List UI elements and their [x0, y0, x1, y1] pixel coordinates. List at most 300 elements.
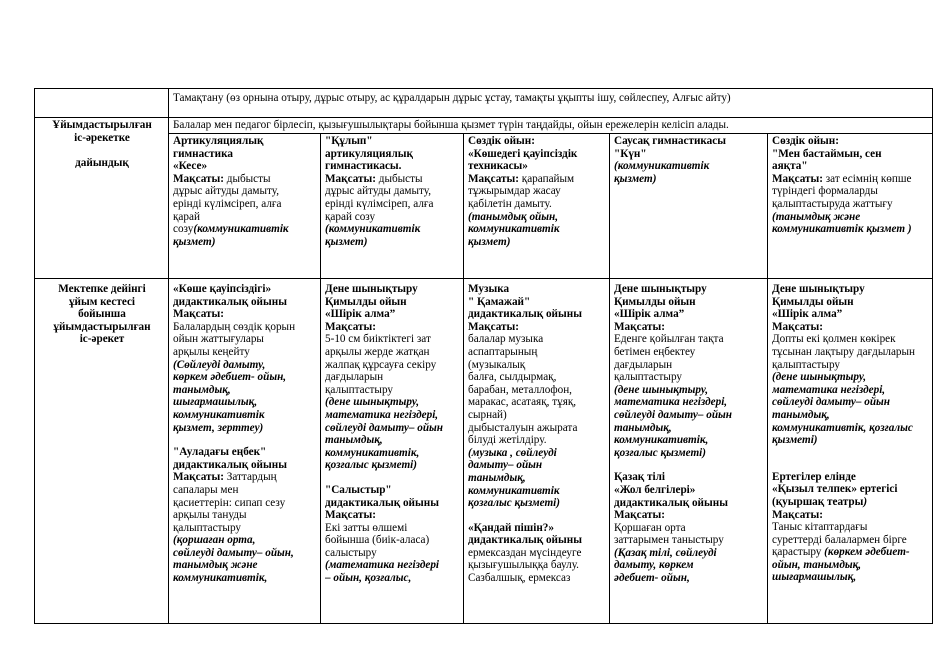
cell-line-continuation: (көркем әдебиет-: [824, 546, 910, 559]
cell-line-text: Мақсаты:: [468, 320, 519, 333]
activity-cell-3: [464, 279, 610, 624]
cell-line: [173, 135, 317, 148]
cell-line: [325, 135, 460, 148]
cell-line: [614, 409, 764, 422]
cell-line-text: дидактикалық ойыны: [325, 496, 439, 509]
cell-line: [772, 148, 929, 161]
cell-line-text: коммуникативтік, қозғалыс: [772, 421, 913, 434]
cell-line-text: аяқта": [772, 160, 808, 173]
row-label-line: [39, 144, 165, 157]
activity-row-label: [39, 283, 165, 346]
cell-line: [772, 223, 929, 236]
cell-line: [614, 296, 764, 309]
cell-line: [173, 559, 317, 572]
cell-line: [173, 384, 317, 397]
cell-line-text: шығармашылық,: [173, 396, 258, 409]
routine-text-cell: [169, 89, 933, 118]
activity-cell-2-content: [325, 283, 460, 621]
activity-cell-1: [169, 279, 321, 624]
cell-line-text: Мақсаты:: [325, 509, 376, 522]
cell-line: [173, 296, 317, 309]
cell-line: [772, 496, 929, 509]
cell-line-text: "Күн": [614, 147, 647, 160]
cell-line-text: дидактикалық ойыны: [173, 458, 287, 471]
cell-line: [614, 321, 764, 334]
cell-line-text: танымдық,: [173, 383, 231, 396]
cell-line-text: (дене шынықтыру,: [614, 383, 709, 396]
cell-line-text: Екі затты өлшемі: [325, 521, 408, 534]
cell-line: [325, 409, 460, 422]
cell-line-text: қалыптастыру: [772, 358, 840, 371]
cell-line-text: тұсынан лақтыру дағдыларын: [772, 345, 916, 358]
cell-line-text: Дене шынықтыру: [614, 283, 707, 295]
cell-line: [173, 471, 317, 484]
cell-line: [325, 534, 460, 547]
cell-line-text: «Қандай пішін?»: [468, 521, 554, 534]
cell-line: [173, 534, 317, 547]
cell-line: [468, 148, 606, 161]
activity-row-label-cell: [35, 279, 169, 624]
cell-line-text: суреттерді балалармен бірге: [772, 533, 907, 546]
cell-line: [173, 160, 317, 173]
cell-line-text: (музыкалық: [468, 358, 526, 371]
cell-line: [614, 359, 764, 372]
org-cell-2: [321, 134, 464, 279]
cell-line-text: қарай: [173, 210, 200, 223]
row-label-line: Мектепке дейінгі: [58, 283, 146, 295]
cell-gap: [468, 510, 606, 522]
activity-cell-4: [610, 279, 768, 624]
cell-line: [614, 471, 764, 484]
cell-line: [173, 308, 317, 321]
cell-line: [325, 211, 460, 224]
cell-line: [173, 459, 317, 472]
cell-line: [468, 236, 606, 249]
cell-line: [772, 173, 929, 186]
cell-line-text: Қоршаған орта: [614, 521, 686, 534]
cell-line-text: қозғалыс қызметі): [325, 459, 418, 472]
row-label-line: бойынша: [78, 308, 126, 321]
org-cell-3-content: [468, 135, 606, 248]
cell-line-text: дидактикалық ойыны: [614, 496, 728, 509]
cell-line: [772, 509, 929, 522]
org-row-label-cell: [35, 118, 169, 279]
org-cell-5: [768, 134, 933, 279]
cell-line-text: арқылы кеңейту: [173, 345, 250, 358]
cell-line: [173, 522, 317, 535]
cell-line-text: заттарымен таныстыру: [614, 534, 724, 547]
cell-line: [325, 185, 460, 198]
cell-line: [468, 321, 606, 334]
cell-line-text: танымдық,: [468, 471, 526, 484]
cell-line-text: қызмет): [614, 172, 657, 185]
org-cell-4-content: [614, 135, 764, 185]
cell-line: [772, 483, 929, 496]
cell-line: [614, 434, 764, 447]
cell-line: [468, 547, 606, 560]
cell-line: [468, 422, 606, 435]
routine-row: [35, 89, 933, 118]
cell-gap: [173, 434, 317, 446]
cell-line: [325, 371, 460, 384]
cell-line-text: барабан, металлофон,: [468, 383, 572, 396]
org-cells-row: [35, 134, 933, 279]
cell-line: [772, 346, 929, 359]
cell-line: [772, 409, 929, 422]
cell-line-text: сырнай): [468, 408, 507, 421]
cell-line: [325, 223, 460, 236]
cell-line-text: (дене шынықтыру,: [325, 396, 420, 409]
cell-line: [614, 522, 764, 535]
org-cell-3: [464, 134, 610, 279]
activity-cell-3-content: [468, 283, 606, 621]
cell-line-text: коммуникативтік қызмет ): [772, 223, 912, 236]
cell-line: [173, 409, 317, 422]
cell-line-text: арқылы тануды: [173, 509, 247, 522]
cell-line-text: Қимылды ойын: [772, 295, 854, 308]
cell-line: [614, 559, 764, 572]
cell-line-text: қабілетін дамыту.: [468, 198, 552, 211]
cell-line-text: Сөздік ойын:: [772, 135, 839, 148]
cell-line-text: «Көшедегі қауіпсіздік: [468, 147, 578, 160]
cell-line: [468, 308, 606, 321]
cell-line-text: (коммуникативтік: [325, 223, 421, 236]
cell-line: [325, 236, 460, 249]
cell-line-text: сөйлеуді дамыту– ойын,: [173, 546, 294, 559]
cell-line: [468, 173, 606, 186]
cell-line: [614, 160, 764, 173]
cell-line: [173, 321, 317, 334]
cell-line-text: созу: [173, 223, 194, 236]
cell-line: [772, 359, 929, 372]
cell-line-text: "Ауладағы еңбек": [173, 446, 267, 459]
cell-line-text: (математика негіздері: [325, 559, 440, 572]
cell-line: [772, 534, 929, 547]
cell-line-text: Мақсаты:: [614, 320, 665, 333]
cell-line: [325, 346, 460, 359]
cell-line-text: еріндi күлімсiреп, алға: [173, 198, 282, 211]
cell-line-text: қызығушылыққа баулу.: [468, 559, 579, 572]
org-row-label: [39, 119, 165, 169]
cell-line: [468, 434, 606, 447]
cell-line: [325, 198, 460, 211]
cell-line: [772, 559, 929, 572]
cell-line-text: қызмет): [173, 235, 216, 248]
cell-line-text: сөйлеуді дамыту– ойын: [772, 396, 891, 409]
row-label-line: ұйым кестесі: [68, 295, 136, 308]
row-label-line: іс-әрекет: [79, 333, 125, 346]
row-label-line: дайындық: [75, 156, 129, 169]
cell-line-text: «Шірік алма”: [614, 308, 685, 321]
cell-line: [325, 497, 460, 510]
cell-line: [772, 135, 929, 148]
cell-line: [614, 308, 764, 321]
cell-line-text: Мақсаты:: [468, 172, 522, 185]
cell-line-text: " Қамажай": [468, 295, 531, 308]
cell-line: [173, 346, 317, 359]
cell-line: [468, 409, 606, 422]
cell-line: [173, 359, 317, 372]
cell-line-text: – ойын, қозғалыс,: [325, 572, 412, 585]
cell-line-continuation: Заттардың: [226, 471, 277, 484]
cell-line-text: гимнастика: [173, 147, 233, 160]
cell-line-text: «Қызыл телпек» ертегісі: [772, 483, 898, 496]
cell-line: [772, 521, 929, 534]
cell-line: [325, 509, 460, 522]
cell-line-text: Қазақ тілі: [614, 471, 666, 484]
cell-line: [614, 497, 764, 510]
cell-line: [173, 547, 317, 560]
cell-line-text: Мақсаты:: [772, 508, 823, 521]
cell-line: [173, 371, 317, 384]
cell-line-text: Мақсаты:: [173, 471, 227, 484]
cell-line: [325, 547, 460, 560]
cell-line-text: коммуникативтік,: [614, 434, 709, 447]
cell-line: [173, 509, 317, 522]
cell-line: [614, 333, 764, 346]
cell-line-text: 5-10 см биіктіктегі зат: [325, 333, 431, 346]
cell-line-text: көркем әдебиет- ойын,: [173, 371, 287, 384]
row-label-line: ұйымдастырылған: [53, 320, 151, 333]
cell-line: [614, 547, 764, 560]
cell-line-text: Саусақ гимнастикасы: [614, 135, 726, 148]
cell-line-text: (коммуникативтік: [614, 160, 710, 173]
cell-line-text: сөйлеуді дамыту– ойын: [325, 421, 444, 434]
org-row: [35, 118, 933, 134]
cell-line-text: Мақсаты:: [173, 172, 227, 185]
cell-line-text: дидактикалық ойыны: [468, 534, 582, 547]
cell-line-text: танымдық,: [772, 408, 830, 421]
cell-line: [325, 459, 460, 472]
cell-line: [325, 308, 460, 321]
cell-line-text: еріндi күлімсiреп, алға: [325, 198, 434, 211]
cell-line-text: «Шірік алма”: [325, 308, 396, 321]
cell-line: [325, 384, 460, 397]
cell-line-text: сапалары мен: [173, 483, 239, 496]
cell-line-continuation: (коммуникативтік: [193, 223, 289, 236]
cell-line: [772, 396, 929, 409]
cell-line-text: Мақсаты:: [325, 172, 379, 185]
routine-label-cell: [35, 89, 169, 118]
org-intro-cell: [169, 118, 933, 134]
cell-line: [772, 160, 929, 173]
cell-line-text: дидактикалық ойыны: [173, 295, 287, 308]
cell-line-text: ойын, танымдық,: [772, 558, 862, 571]
cell-line-text: танымдық,: [325, 434, 383, 447]
cell-line-text: Дене шынықтыру: [325, 283, 418, 295]
cell-line-text: "Мен бастаймын, сен: [772, 147, 882, 160]
cell-line-text: артикуляциялық: [325, 147, 413, 160]
activity-cell-5-content: [772, 283, 929, 621]
cell-line-text: (қуыршақ театры: [772, 495, 864, 508]
cell-line: [325, 321, 460, 334]
cell-line: [468, 497, 606, 510]
cell-line-text: ермексаздан мүсіндеуге: [468, 546, 582, 559]
cell-line: [173, 283, 317, 296]
cell-line: [325, 484, 460, 497]
cell-line-text: коммуникативтік,: [325, 446, 420, 459]
cell-line-text: аспаптарының: [468, 345, 538, 358]
cell-line-text: қасиеттерін: сипап сезу: [173, 496, 286, 509]
cell-line-text: дұрыс айтуды дамыту,: [325, 185, 432, 198]
cell-line: [614, 447, 764, 460]
cell-line-text: қозғалыс қызметі): [468, 497, 561, 510]
cell-gap: [772, 459, 929, 471]
cell-line: [325, 296, 460, 309]
cell-line-text: Мақсаты:: [325, 320, 376, 333]
cell-line-continuation: қарапайым: [521, 172, 575, 185]
cell-line: [173, 333, 317, 346]
cell-line-text: "Салыстыр": [325, 483, 392, 496]
cell-line: [772, 198, 929, 211]
cell-line: [468, 185, 606, 198]
cell-line: [173, 148, 317, 161]
cell-line: [614, 396, 764, 409]
cell-line-text: қызмет, зерттеу): [173, 421, 264, 434]
cell-line-text: сөйлеуді дамыту– ойын: [614, 408, 733, 421]
cell-line-text: техникасы»: [468, 160, 528, 173]
cell-line-text: Қимылды ойын: [614, 295, 696, 308]
cell-line-text: гимнастикасы.: [325, 160, 402, 173]
cell-line: [468, 283, 606, 296]
cell-line-text: қарай созу: [325, 210, 376, 223]
cell-line: [468, 559, 606, 572]
cell-gap: [772, 447, 929, 459]
cell-line-text: маракас, асатаяқ, тұяқ,: [468, 396, 577, 409]
cell-line-text: Мақсаты:: [614, 509, 665, 522]
cell-line: [468, 198, 606, 211]
cell-line-text: Допты екі қолмен көкірек: [772, 333, 896, 346]
cell-line-text: Мақсаты:: [772, 172, 826, 185]
cell-line-text: Таныс кітаптардағы: [772, 521, 868, 534]
cell-line: [772, 384, 929, 397]
cell-line-continuation: дыбысты: [378, 172, 423, 185]
cell-line-text: коммуникативтік: [173, 408, 265, 421]
row-label-line: іс-әрекетке: [74, 131, 130, 144]
cell-line: [614, 534, 764, 547]
cell-line-text: математика негіздері,: [325, 408, 439, 421]
cell-line-text: коммуникативтік: [468, 484, 560, 497]
cell-line: [325, 522, 460, 535]
cell-line: [468, 296, 606, 309]
cell-line: [772, 211, 929, 224]
cell-line: [468, 572, 606, 585]
cell-line: [325, 283, 460, 296]
cell-line-text: танымдық,: [614, 421, 672, 434]
cell-line-text: қызметі): [772, 434, 818, 447]
cell-line-text: математика негіздері,: [614, 396, 728, 409]
cell-line: [772, 422, 929, 435]
cell-line: [173, 497, 317, 510]
cell-line: [173, 173, 317, 186]
cell-line: [173, 223, 317, 236]
activity-cell-4-content: [614, 283, 764, 621]
cell-line: [173, 236, 317, 249]
cell-line: [468, 522, 606, 535]
cell-line-text: (Қазақ тілі, сөйлеуді: [614, 546, 717, 559]
cell-line: [614, 173, 764, 186]
routine-text: Тамақтану (өз орнына отыру, дұрыс отыру, ас құралдарын дұрыс ұстау, тамақты ұқыпты ішу, сөйлеспеу, Алғыс айту): [173, 92, 731, 104]
cell-line-text: әдебиет- ойын,: [614, 572, 690, 585]
cell-line: [772, 308, 929, 321]
org-cell-1-content: [173, 135, 317, 248]
cell-line: [173, 198, 317, 211]
cell-line: [325, 173, 460, 186]
cell-line-text: (танымдық ойын,: [468, 210, 559, 223]
cell-line: [468, 447, 606, 460]
cell-line-text: «Шірік алма”: [772, 308, 843, 321]
cell-line-text: бетімен еңбектеу: [614, 345, 696, 358]
cell-line: [772, 571, 929, 584]
cell-line-text: Балалардың сөздік қорын: [173, 320, 296, 333]
cell-line-text: шығармашылық,: [772, 571, 857, 584]
cell-line-text: дағдыларын: [614, 358, 673, 371]
cell-line-continuation: дыбысты: [226, 172, 271, 185]
cell-line: [772, 471, 929, 484]
cell-line: [173, 185, 317, 198]
cell-line: [468, 459, 606, 472]
cell-line-text: (қоршаған орта,: [173, 534, 256, 547]
cell-line: [772, 546, 929, 559]
cell-line-text: жалпақ құрсауға секіру: [325, 358, 437, 371]
cell-line: [468, 396, 606, 409]
cell-line-text: түріндегі формаларды: [772, 185, 878, 198]
cell-line: [468, 359, 606, 372]
cell-line-text: дағдыларын: [325, 371, 384, 384]
cell-line: [614, 509, 764, 522]
cell-line: [468, 211, 606, 224]
cell-line: [325, 422, 460, 435]
cell-line-text: қалыптастыру: [614, 371, 682, 384]
cell-line: [772, 371, 929, 384]
cell-line: [325, 572, 460, 585]
cell-line-text: қалыптастыру: [325, 383, 393, 396]
cell-line: [173, 484, 317, 497]
org-intro-text: Балалар мен педагог бірлесіп, қызығушылықтары бойынша қызмет түрін таңдайды, ойын ережелерін келісіп алады.: [173, 119, 729, 131]
cell-line-text: қызмет): [325, 235, 368, 248]
cell-line: [772, 296, 929, 309]
cell-line: [772, 185, 929, 198]
row-label-line: Ұйымдастырылған: [52, 119, 152, 131]
cell-line: [772, 321, 929, 334]
cell-line: [325, 148, 460, 161]
cell-line-text: танымдық және: [173, 559, 258, 572]
cell-line-text: қалыптастыруда жаттығу: [772, 198, 893, 211]
cell-line: [325, 359, 460, 372]
cell-line-text: Артикуляциялық: [173, 135, 264, 148]
cell-line: [468, 223, 606, 236]
cell-line-text: Қимылды ойын: [325, 295, 407, 308]
org-cell-2-content: [325, 135, 460, 248]
cell-line-text: дамыту– ойын: [468, 459, 543, 472]
cell-line-text: Сазбалшық, ермексаз: [468, 572, 571, 585]
cell-line: [173, 396, 317, 409]
cell-line-text: дидактикалық ойыны: [468, 308, 582, 321]
activity-cell-5: [768, 279, 933, 624]
cell-line-text: Ертегілер елінде: [772, 470, 856, 483]
cell-line-text: қозғалыс қызметі): [614, 446, 707, 459]
cell-line: [614, 572, 764, 585]
cell-line-text: салыстыру: [325, 546, 377, 559]
cell-line-text: бойынша (биік-аласа): [325, 534, 430, 547]
cell-line: [614, 283, 764, 296]
cell-line-text: дамыту, көркем: [614, 559, 694, 572]
cell-line: [614, 346, 764, 359]
cell-line-text: ойын жаттығулары: [173, 333, 264, 346]
cell-line: [614, 384, 764, 397]
cell-line: [173, 422, 317, 435]
cell-line-text: тұжырымдар жасау: [468, 185, 561, 198]
